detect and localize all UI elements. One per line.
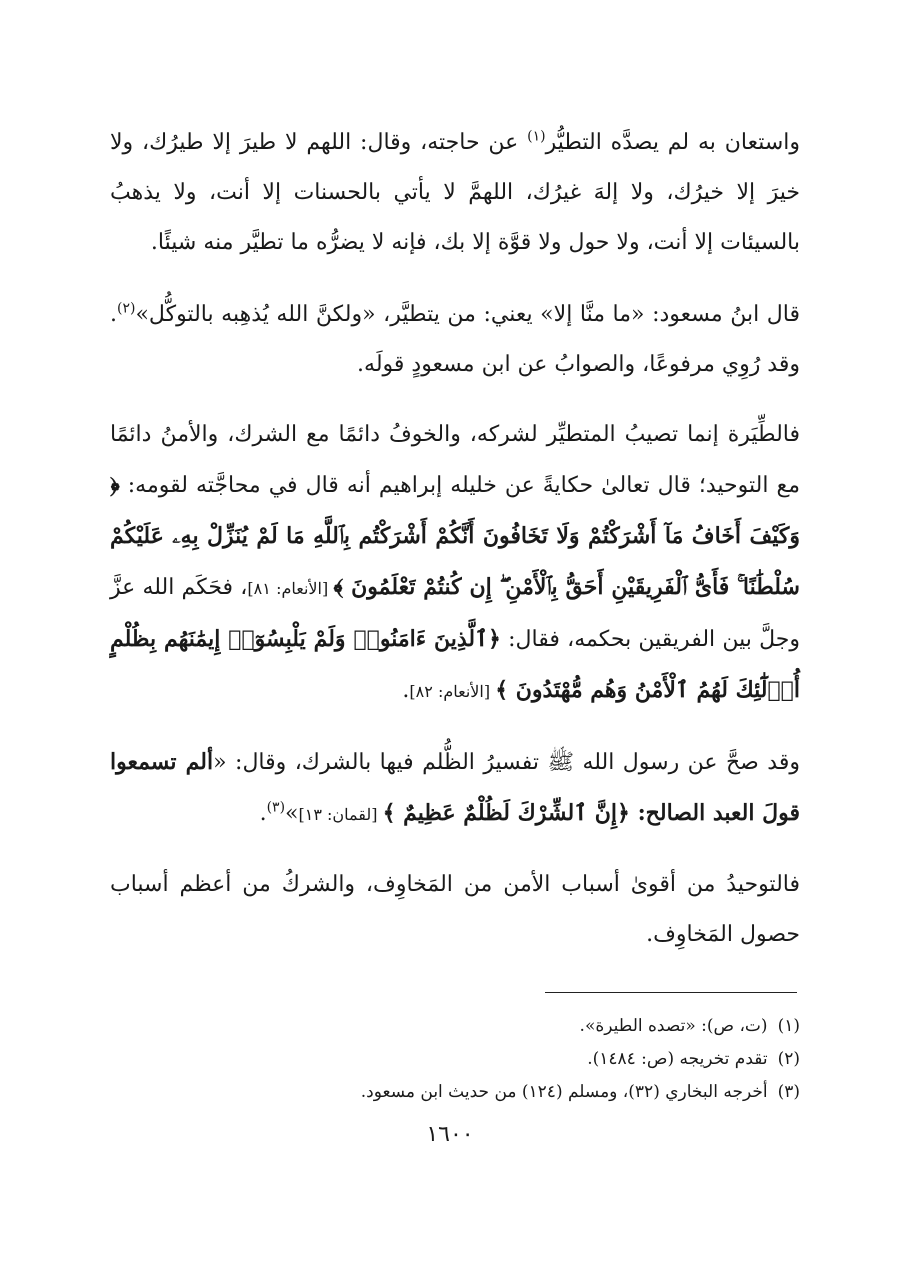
paragraph-3-middle: ، فحَكَم الله عزَّ وجلَّ بين الفريقين بحكمه، فقال: — [110, 575, 800, 652]
footnote-3 — [110, 1076, 800, 1109]
footnote-3-text: أخرجه البخاري (٣٢)، ومسلم (١٢٤) من حديث ابن مسعود. — [360, 1082, 768, 1102]
paragraph-4-intro: وقد صحَّ عن رسول الله ﷺ تفسيرُ الظُّلم فيها بالشرك، وقال: « — [213, 750, 800, 775]
footnote-marker-2[interactable]: (٢) — [117, 300, 136, 317]
paragraph-1 — [110, 118, 800, 268]
verse-reference-3: [لقمان: ١٣] — [298, 805, 383, 824]
paragraph-1-text-after: عن حاجته، وقال: اللهم لا طيرَ إلا طيرُك، ولا خيرَ إلا خيرُك، ولا إلهَ غيرُك، اللهمَّ لا يأتي بالحسنات إلا أنت، ولا يذهبُ بالسيئات إلا أنت، ولا حول ولا قوَّة إلا بك، فإنه لا يضرُّه ما تطيَّر منه شيئًا. — [110, 130, 800, 255]
footnote-3-number: (٣) — [777, 1082, 800, 1102]
paragraph-4-end: . — [259, 801, 267, 826]
paragraph-2 — [110, 290, 800, 390]
paragraph-3-intro: فالطِّيَرة إنما تصيبُ المتطيِّر لشركه، والخوفُ دائمًا مع الشرك، والأمنُ دائمًا مع التوحيد؛ قال تعالىٰ حكايةً عن خليله إبراهيم أنه قال في محاجَّته لقومه: — [110, 422, 800, 498]
paragraph-5 — [110, 860, 800, 960]
footnote-marker-1[interactable]: (١) — [527, 128, 546, 145]
quran-verse-anam-82: ﴿ٱلَّذِينَ ءَامَنُوا۟ وَلَمْ يَلْبِسُوٓا۟ إِيمَٰنَهُم بِظُلْمٍ أُو۟لَٰٓئِكَ لَهُمُ ٱلْأَمْنُ وَهُم مُّهْتَدُونَ ﴾ — [110, 626, 800, 703]
hadith-bold-phrase: ألم تسمعوا قولَ العبد الصالح: — [110, 749, 800, 826]
footnote-1-text: (ت، ص): «تصده الطيرة». — [579, 1016, 768, 1036]
quran-verse-luqman-13: ﴿إِنَّ ٱلشِّرْكَ لَظُلْمٌ عَظِيمٌ ﴾ — [382, 800, 630, 826]
paragraph-3-end: . — [402, 678, 410, 703]
footnote-divider — [545, 992, 797, 993]
footnote-marker-3[interactable]: (٣) — [266, 799, 286, 816]
quran-verse-anam-81: ﴿ وَكَيْفَ أَخَافُ مَآ أَشْرَكْتُمْ وَلَا تَخَافُونَ أَنَّكُمْ أَشْرَكْتُم بِٱللَّهِ مَا لَمْ يُنَزِّلْ بِهِۦ عَلَيْكُمْ سُلْطَٰنًا ۚ فَأَىُّ ٱلْفَرِيقَيْنِ أَحَقُّ بِٱلْأَمْنِ ۖ إِن كُنتُمْ تَعْلَمُونَ ﴾ — [110, 472, 800, 600]
main-text — [110, 118, 800, 980]
verse-reference-2: [الأنعام: ٨٢] — [409, 682, 496, 701]
footnotes — [110, 1010, 800, 1109]
paragraph-2-text-after: . وقد رُوِي مرفوعًا، والصوابُ عن ابن مسعودٍ قولَه. — [110, 302, 800, 377]
footnote-2-number: (٢) — [777, 1049, 800, 1069]
paragraph-2-text: قال ابنُ مسعود: «ما منَّا إلا» يعني: من يتطيَّر، «ولكنَّ الله يُذهِبه بالتوكُّل» — [135, 302, 800, 327]
footnote-2-text: تقدم تخريجه (ص: ١٤٨٤). — [587, 1049, 768, 1069]
paragraph-3 — [110, 410, 800, 717]
quote-close: » — [285, 801, 299, 826]
footnote-1-number: (١) — [777, 1016, 800, 1036]
verse-reference-1: [الأنعام: ٨١] — [247, 579, 334, 598]
page-number: ١٦٠٠ — [426, 1122, 474, 1147]
footnote-2 — [110, 1043, 800, 1076]
footnote-1 — [110, 1010, 800, 1043]
paragraph-4 — [110, 737, 800, 840]
paragraph-5-text: فالتوحيدُ من أقوىٰ أسباب الأمن من المَخاوِف، والشركُ من أعظم أسباب حصول المَخاوِف. — [110, 872, 800, 947]
paragraph-1-text: واستعان به لم يصدَّه التطيُّر — [545, 130, 800, 155]
